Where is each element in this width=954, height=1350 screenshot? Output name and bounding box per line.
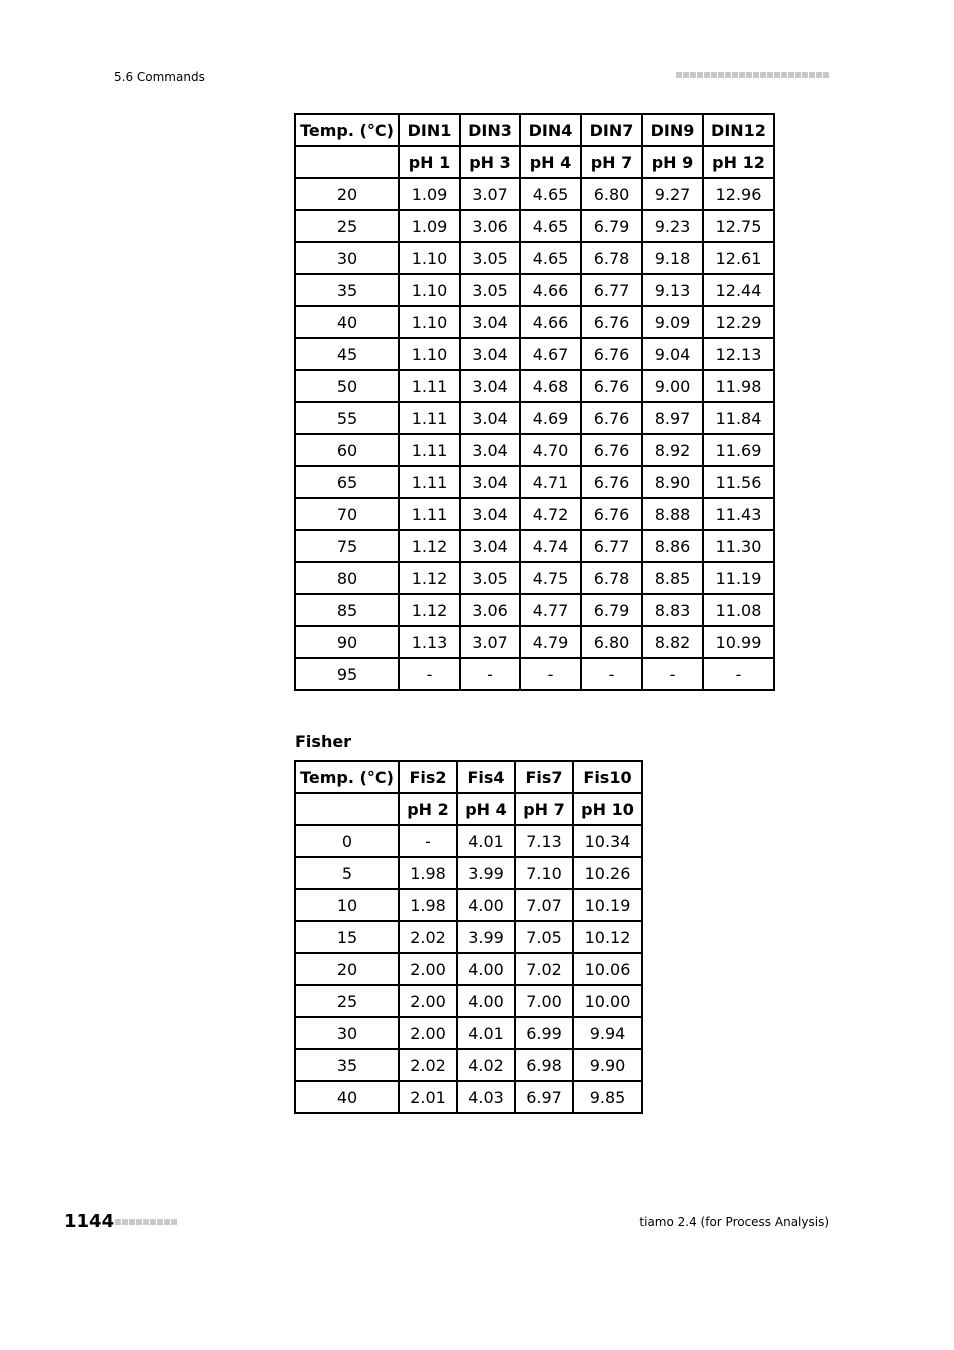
- value-cell: 6.80: [581, 178, 642, 210]
- value-cell: 2.00: [399, 985, 457, 1017]
- decoration-square: [816, 72, 822, 78]
- temperature-cell: 30: [295, 1017, 399, 1049]
- value-cell: 1.12: [399, 594, 460, 626]
- value-cell: 9.27: [642, 178, 703, 210]
- value-cell: 1.98: [399, 889, 457, 921]
- product-name: tiamo 2.4 (for Process Analysis): [639, 1215, 829, 1229]
- decoration-square: [781, 72, 787, 78]
- value-cell: 9.23: [642, 210, 703, 242]
- value-cell: 10.19: [573, 889, 642, 921]
- value-cell: 7.02: [515, 953, 573, 985]
- value-cell: 4.75: [520, 562, 581, 594]
- value-cell: 8.85: [642, 562, 703, 594]
- table-row: [295, 1049, 642, 1081]
- din-header-row: [295, 114, 774, 146]
- temperature-cell: 75: [295, 530, 399, 562]
- table-row: [295, 274, 774, 306]
- decoration-square: [683, 72, 689, 78]
- header-cell: pH 4: [457, 793, 515, 825]
- temperature-cell: 35: [295, 274, 399, 306]
- value-cell: 2.02: [399, 1049, 457, 1081]
- value-cell: 4.01: [457, 825, 515, 857]
- temperature-cell: 60: [295, 434, 399, 466]
- value-cell: 12.29: [703, 306, 774, 338]
- decoration-square: [767, 72, 773, 78]
- value-cell: 6.76: [581, 370, 642, 402]
- page-number: 1144: [64, 1211, 115, 1232]
- temperature-cell: 15: [295, 921, 399, 953]
- value-cell: 1.10: [399, 274, 460, 306]
- value-cell: 1.98: [399, 857, 457, 889]
- decoration-square: [122, 1219, 128, 1225]
- table-row: [295, 178, 774, 210]
- value-cell: 12.96: [703, 178, 774, 210]
- value-cell: 9.09: [642, 306, 703, 338]
- value-cell: -: [460, 658, 520, 690]
- temperature-cell: 10: [295, 889, 399, 921]
- value-cell: -: [703, 658, 774, 690]
- value-cell: 10.99: [703, 626, 774, 658]
- value-cell: 1.13: [399, 626, 460, 658]
- value-cell: 4.70: [520, 434, 581, 466]
- header-cell: pH 7: [581, 146, 642, 178]
- value-cell: 6.99: [515, 1017, 573, 1049]
- table-row: [295, 242, 774, 274]
- header-decoration: [676, 72, 829, 78]
- temperature-cell: 5: [295, 857, 399, 889]
- decoration-square: [753, 72, 759, 78]
- value-cell: 9.94: [573, 1017, 642, 1049]
- fisher-ph-row: [295, 793, 642, 825]
- value-cell: 1.09: [399, 178, 460, 210]
- value-cell: 4.66: [520, 306, 581, 338]
- value-cell: 1.10: [399, 242, 460, 274]
- value-cell: 2.02: [399, 921, 457, 953]
- header-cell: DIN1: [399, 114, 460, 146]
- header-cell: pH 3: [460, 146, 520, 178]
- header-cell: pH 9: [642, 146, 703, 178]
- temperature-cell: 80: [295, 562, 399, 594]
- header-cell: pH 1: [399, 146, 460, 178]
- value-cell: 9.13: [642, 274, 703, 306]
- temperature-cell: 90: [295, 626, 399, 658]
- temperature-cell: 20: [295, 953, 399, 985]
- header-cell: [295, 793, 399, 825]
- value-cell: 6.77: [581, 274, 642, 306]
- header-cell: pH 2: [399, 793, 457, 825]
- value-cell: 4.00: [457, 985, 515, 1017]
- value-cell: 4.65: [520, 178, 581, 210]
- value-cell: 10.06: [573, 953, 642, 985]
- value-cell: 4.71: [520, 466, 581, 498]
- footer-decoration: [115, 1219, 177, 1225]
- header-cell: Fis7: [515, 761, 573, 793]
- value-cell: 3.99: [457, 857, 515, 889]
- value-cell: 1.11: [399, 434, 460, 466]
- table-row: [295, 1017, 642, 1049]
- decoration-square: [697, 72, 703, 78]
- value-cell: 6.97: [515, 1081, 573, 1113]
- value-cell: 4.01: [457, 1017, 515, 1049]
- decoration-square: [788, 72, 794, 78]
- value-cell: 1.11: [399, 402, 460, 434]
- table-row: [295, 434, 774, 466]
- table-row: [295, 530, 774, 562]
- table-row: [295, 857, 642, 889]
- fisher-heading: Fisher: [295, 732, 352, 751]
- value-cell: 3.04: [460, 434, 520, 466]
- value-cell: 7.13: [515, 825, 573, 857]
- fisher-header-row: [295, 761, 642, 793]
- din-buffer-table: [294, 113, 775, 691]
- header-cell: DIN3: [460, 114, 520, 146]
- header-cell: DIN7: [581, 114, 642, 146]
- value-cell: 3.06: [460, 210, 520, 242]
- temperature-cell: 35: [295, 1049, 399, 1081]
- table-row: [295, 306, 774, 338]
- value-cell: 3.04: [460, 370, 520, 402]
- value-cell: 9.04: [642, 338, 703, 370]
- value-cell: 10.26: [573, 857, 642, 889]
- decoration-square: [739, 72, 745, 78]
- value-cell: 11.56: [703, 466, 774, 498]
- value-cell: 12.13: [703, 338, 774, 370]
- table-row: [295, 402, 774, 434]
- value-cell: 6.76: [581, 402, 642, 434]
- value-cell: 7.07: [515, 889, 573, 921]
- decoration-square: [802, 72, 808, 78]
- value-cell: 6.76: [581, 338, 642, 370]
- section-title: 5.6 Commands: [114, 70, 205, 84]
- value-cell: 11.30: [703, 530, 774, 562]
- value-cell: 1.11: [399, 466, 460, 498]
- value-cell: 9.00: [642, 370, 703, 402]
- temperature-cell: 65: [295, 466, 399, 498]
- header-cell: Temp. (°C): [295, 761, 399, 793]
- value-cell: 6.78: [581, 562, 642, 594]
- value-cell: 11.19: [703, 562, 774, 594]
- table-row: [295, 985, 642, 1017]
- decoration-square: [809, 72, 815, 78]
- value-cell: 7.05: [515, 921, 573, 953]
- decoration-square: [725, 72, 731, 78]
- value-cell: 6.79: [581, 594, 642, 626]
- header-cell: Fis2: [399, 761, 457, 793]
- value-cell: 8.97: [642, 402, 703, 434]
- decoration-square: [157, 1219, 163, 1225]
- decoration-square: [795, 72, 801, 78]
- temperature-cell: 55: [295, 402, 399, 434]
- value-cell: 8.83: [642, 594, 703, 626]
- temperature-cell: 50: [295, 370, 399, 402]
- table-row: [295, 1081, 642, 1113]
- value-cell: 10.00: [573, 985, 642, 1017]
- header-cell: Temp. (°C): [295, 114, 399, 146]
- value-cell: 4.72: [520, 498, 581, 530]
- decoration-square: [136, 1219, 142, 1225]
- decoration-square: [150, 1219, 156, 1225]
- value-cell: 1.12: [399, 530, 460, 562]
- value-cell: 8.90: [642, 466, 703, 498]
- table-row: [295, 338, 774, 370]
- value-cell: 6.76: [581, 498, 642, 530]
- header-cell: pH 10: [573, 793, 642, 825]
- value-cell: -: [520, 658, 581, 690]
- value-cell: 9.18: [642, 242, 703, 274]
- value-cell: 4.68: [520, 370, 581, 402]
- temperature-cell: 20: [295, 178, 399, 210]
- decoration-square: [718, 72, 724, 78]
- table-row: [295, 921, 642, 953]
- table-row: [295, 626, 774, 658]
- value-cell: 11.69: [703, 434, 774, 466]
- value-cell: 6.76: [581, 434, 642, 466]
- value-cell: 8.92: [642, 434, 703, 466]
- temperature-cell: 25: [295, 985, 399, 1017]
- header-cell: pH 12: [703, 146, 774, 178]
- value-cell: 11.43: [703, 498, 774, 530]
- table-row: [295, 562, 774, 594]
- table-row: [295, 658, 774, 690]
- value-cell: 10.12: [573, 921, 642, 953]
- value-cell: 10.34: [573, 825, 642, 857]
- temperature-cell: 70: [295, 498, 399, 530]
- value-cell: 6.76: [581, 306, 642, 338]
- temperature-cell: 0: [295, 825, 399, 857]
- value-cell: 6.80: [581, 626, 642, 658]
- header-cell: Fis4: [457, 761, 515, 793]
- table-row: [295, 210, 774, 242]
- value-cell: 3.05: [460, 274, 520, 306]
- header-cell: pH 4: [520, 146, 581, 178]
- table-row: [295, 594, 774, 626]
- decoration-square: [823, 72, 829, 78]
- header-cell: Fis10: [573, 761, 642, 793]
- value-cell: 4.69: [520, 402, 581, 434]
- decoration-square: [171, 1219, 177, 1225]
- value-cell: 1.09: [399, 210, 460, 242]
- decoration-square: [711, 72, 717, 78]
- temperature-cell: 40: [295, 306, 399, 338]
- header-cell: DIN4: [520, 114, 581, 146]
- value-cell: 6.79: [581, 210, 642, 242]
- value-cell: 2.00: [399, 953, 457, 985]
- table-row: [295, 370, 774, 402]
- value-cell: 3.04: [460, 466, 520, 498]
- value-cell: 11.08: [703, 594, 774, 626]
- value-cell: 6.78: [581, 242, 642, 274]
- decoration-square: [676, 72, 682, 78]
- value-cell: 8.86: [642, 530, 703, 562]
- value-cell: 4.66: [520, 274, 581, 306]
- value-cell: 8.88: [642, 498, 703, 530]
- value-cell: 4.65: [520, 210, 581, 242]
- table-row: [295, 953, 642, 985]
- value-cell: 3.07: [460, 626, 520, 658]
- decoration-square: [143, 1219, 149, 1225]
- value-cell: -: [642, 658, 703, 690]
- value-cell: 1.10: [399, 306, 460, 338]
- value-cell: 3.99: [457, 921, 515, 953]
- value-cell: 9.90: [573, 1049, 642, 1081]
- value-cell: 3.04: [460, 402, 520, 434]
- value-cell: 3.04: [460, 338, 520, 370]
- value-cell: 4.74: [520, 530, 581, 562]
- value-cell: 7.00: [515, 985, 573, 1017]
- value-cell: 3.07: [460, 178, 520, 210]
- value-cell: 4.00: [457, 889, 515, 921]
- value-cell: 1.11: [399, 498, 460, 530]
- decoration-square: [704, 72, 710, 78]
- header-cell: DIN12: [703, 114, 774, 146]
- value-cell: 4.67: [520, 338, 581, 370]
- value-cell: 4.77: [520, 594, 581, 626]
- value-cell: 6.98: [515, 1049, 573, 1081]
- header-cell: pH 7: [515, 793, 573, 825]
- value-cell: 9.85: [573, 1081, 642, 1113]
- value-cell: 3.06: [460, 594, 520, 626]
- value-cell: 7.10: [515, 857, 573, 889]
- temperature-cell: 45: [295, 338, 399, 370]
- value-cell: 1.10: [399, 338, 460, 370]
- value-cell: -: [399, 825, 457, 857]
- table-row: [295, 889, 642, 921]
- value-cell: 3.05: [460, 242, 520, 274]
- temperature-cell: 95: [295, 658, 399, 690]
- table-row: [295, 825, 642, 857]
- value-cell: 6.76: [581, 466, 642, 498]
- value-cell: 3.04: [460, 306, 520, 338]
- value-cell: 4.00: [457, 953, 515, 985]
- decoration-square: [164, 1219, 170, 1225]
- table-row: [295, 498, 774, 530]
- value-cell: 12.75: [703, 210, 774, 242]
- decoration-square: [760, 72, 766, 78]
- value-cell: 1.11: [399, 370, 460, 402]
- decoration-square: [732, 72, 738, 78]
- value-cell: 3.05: [460, 562, 520, 594]
- header-cell: DIN9: [642, 114, 703, 146]
- decoration-square: [690, 72, 696, 78]
- value-cell: 4.02: [457, 1049, 515, 1081]
- value-cell: 6.77: [581, 530, 642, 562]
- value-cell: 1.12: [399, 562, 460, 594]
- table-row: [295, 466, 774, 498]
- value-cell: 12.44: [703, 274, 774, 306]
- decoration-square: [746, 72, 752, 78]
- decoration-square: [129, 1219, 135, 1225]
- value-cell: 2.01: [399, 1081, 457, 1113]
- value-cell: 3.04: [460, 498, 520, 530]
- value-cell: -: [581, 658, 642, 690]
- value-cell: 4.79: [520, 626, 581, 658]
- value-cell: 12.61: [703, 242, 774, 274]
- temperature-cell: 40: [295, 1081, 399, 1113]
- header-cell: [295, 146, 399, 178]
- temperature-cell: 30: [295, 242, 399, 274]
- value-cell: 8.82: [642, 626, 703, 658]
- value-cell: 11.98: [703, 370, 774, 402]
- value-cell: 2.00: [399, 1017, 457, 1049]
- din-ph-row: [295, 146, 774, 178]
- fisher-buffer-table: [294, 760, 643, 1114]
- value-cell: 4.65: [520, 242, 581, 274]
- temperature-cell: 85: [295, 594, 399, 626]
- value-cell: 4.03: [457, 1081, 515, 1113]
- value-cell: 11.84: [703, 402, 774, 434]
- decoration-square: [774, 72, 780, 78]
- decoration-square: [115, 1219, 121, 1225]
- temperature-cell: 25: [295, 210, 399, 242]
- value-cell: 3.04: [460, 530, 520, 562]
- value-cell: -: [399, 658, 460, 690]
